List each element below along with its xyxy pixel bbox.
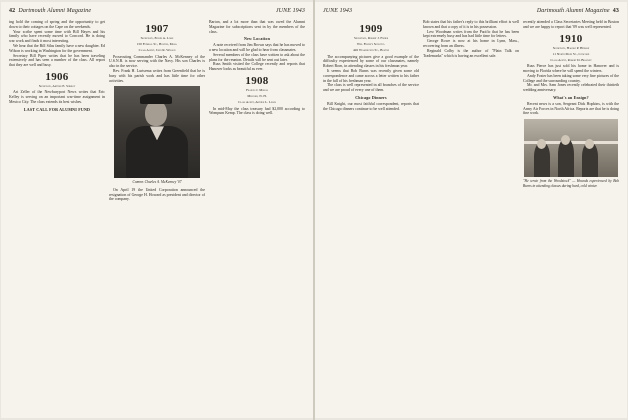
body-text: Bill Knight, our most faithful correspondent, reports that the Chicago dinners continue to be well attended. bbox=[323, 101, 419, 111]
body-text: Secretary Bill Piper writes that he has been traveling extensively and has seen a number of the class. All report that they are well and busy. bbox=[9, 53, 105, 68]
body-text: Rev. Frank H. Lurtsema writes from Greenfield that he is busy with his parish work and has little time for other activities. bbox=[109, 69, 205, 83]
body-text: ing hold the coming of spring and the opportunity to get down to their cottages on the Cape on the weekends. bbox=[9, 20, 105, 29]
body-text: The class is well represented in all branches of the service and we are proud of every one of them. bbox=[323, 83, 419, 93]
column-1 bbox=[323, 20, 419, 416]
section-subheading: What's an Ensign? bbox=[553, 94, 589, 100]
group-photo bbox=[524, 119, 618, 177]
body-text: Your scribe spent some time with Bill Hayes and his family who have recently moved to Concord. He is doing war work and finds it most interesting. bbox=[9, 29, 105, 44]
body-text: A note received from Jim Brown says that he has moved to a new location and will be glad to hear from classmates. bbox=[209, 43, 305, 52]
body-text: Lew Woodman writes from the Pacific that he has been kept extremely busy and has had little time for letters. bbox=[423, 29, 519, 39]
class-year-heading: 1908 bbox=[245, 74, 269, 87]
body-text: Bob states that his father's reply to this brilliant effort is well known and that a copy of it is in his possession. bbox=[423, 20, 519, 29]
class-year-heading: 1910 bbox=[559, 32, 583, 45]
secretary-line: Wm. Filene's Sons Co. bbox=[356, 42, 386, 47]
left-page bbox=[1, 2, 313, 418]
class-year-heading: 1909 bbox=[359, 23, 383, 35]
secretary-line: Secretary, Arthur E. Shirley bbox=[38, 83, 76, 88]
section-subheading: New Location bbox=[243, 36, 271, 42]
page-number: 43 bbox=[612, 8, 619, 14]
secretary-line: 426 Washington St., Boston bbox=[352, 48, 390, 53]
page-header bbox=[9, 8, 305, 17]
secretary-line: Francis J. Moran bbox=[246, 87, 268, 92]
magazine-title: Dartmouth Alumni Magazine bbox=[536, 8, 610, 14]
secretary-line: Secretary, Robert J. Fisher bbox=[353, 36, 389, 40]
secretary-line: 11 North Main St., Concord bbox=[552, 51, 590, 56]
body-text: On April 19 the United Corporation announced the resignation of George H. Howard as president and director of the company. bbox=[109, 187, 205, 202]
body-text: Recent news is a son, Sergeant Dick Hopkins, is with the Army Air Forces in North Africa. Reports are that he is doing fine work. bbox=[523, 101, 619, 116]
body-text: Several members of the class have written to ask about the plans for the reunion. Details will be sent out later. bbox=[209, 52, 305, 62]
magazine-title: Dartmouth Alumni Magazine bbox=[18, 8, 92, 14]
body-text: recently attended a Class Secretaries Meeting held in Boston and we are happy to report that '09 was well represented. bbox=[523, 20, 619, 29]
column-2 bbox=[423, 20, 519, 416]
column-3 bbox=[209, 20, 305, 416]
page-header bbox=[323, 8, 619, 17]
body-text: Russ Pierce has just sold his home in Hanover and is moving to Florida where he will spend the winters. bbox=[523, 64, 619, 73]
column-1 bbox=[9, 20, 105, 416]
page-number: 42 bbox=[9, 8, 16, 14]
secretary-line: 150 Federal St., Boston, Mass. bbox=[136, 42, 178, 47]
body-text: Art Zeller of the Newburyport News writes that Eric Kelley is serving on an important war-time assignment in Mexico City. The class extends its best wishes. bbox=[9, 90, 105, 104]
class-year-heading: 1907 bbox=[145, 23, 169, 35]
secretary-line: Class Agent, Arthur L. Lewis bbox=[238, 100, 276, 105]
photo-caption: "He wrote from the Woodstock" — Hounds experienced by Bob Burns in attending classes during hard, cold winter. bbox=[523, 179, 619, 188]
body-text: In mid-May the class treasury had $2,000 according to Wompum Kemp. The class is doing well. bbox=[209, 106, 305, 116]
portrait-photo bbox=[114, 86, 200, 178]
body-text: Mr. and Mrs. Sam Jones recently celebrated their thirtieth wedding anniversary. bbox=[523, 83, 619, 93]
body-text: It seems that Bob Burns was recently given some old correspondence and came across a letter written to his father in the fall of his freshman year. bbox=[323, 69, 419, 83]
secretary-line: Secretary, Harold P. Hinman bbox=[552, 45, 590, 50]
body-text: Andy Foster has been taking some very fine pictures of the College and the surrounding country. bbox=[523, 73, 619, 83]
body-text: Reginald Colby is the author of "Plain Talk on Trademarks" which is having an excellent sale. bbox=[423, 48, 519, 58]
column-3 bbox=[523, 20, 619, 416]
body-text: George Rowe is now at his home in Lynn, Mass., recovering from an illness. bbox=[423, 39, 519, 48]
column-2 bbox=[109, 20, 205, 416]
body-text: We hear that the Bill Silas family have a new daughter. Ed Wilson is working in Washington for the government. bbox=[9, 43, 105, 53]
photo-caption: Commr. Charles A. McKenney '07 bbox=[132, 180, 182, 185]
right-page bbox=[315, 2, 627, 418]
body-text: Barton, and a lot more than that was owed the Alumni Magazine for subscriptions sent in by the members of the class. bbox=[209, 20, 305, 34]
secretary-line: Class Agent, John R. Wilson bbox=[138, 48, 176, 53]
secretary-line: Milford, N. H. bbox=[247, 94, 267, 99]
issue-date: JUNE 1943 bbox=[275, 8, 305, 14]
body-text: Prosecuting Commander Charles A. McKenney of the U.S.N.R. is now serving with the Navy. His son Charles is also in the service. bbox=[109, 54, 205, 69]
secretary-line: Class Agent, Robert D. Bradley bbox=[550, 58, 592, 62]
body-text: Russ Smith visited the College recently and reports that Hanover looks as beautiful as ever. bbox=[209, 62, 305, 72]
section-subheading: Chicago Dinners bbox=[355, 94, 387, 100]
class-year-heading: 1906 bbox=[45, 70, 69, 83]
body-text: The accompanying pictures give a good example of the difficulty experienced by some of our classmates, namely Robert Born, in attending classes in his freshman year. bbox=[323, 54, 419, 69]
secretary-line: Secretary, Edwin A. Lowe bbox=[140, 36, 174, 40]
section-subheading: LAST CALL FOR ALUMNI FUND bbox=[23, 106, 91, 112]
issue-date: JUNE 1943 bbox=[323, 8, 353, 14]
